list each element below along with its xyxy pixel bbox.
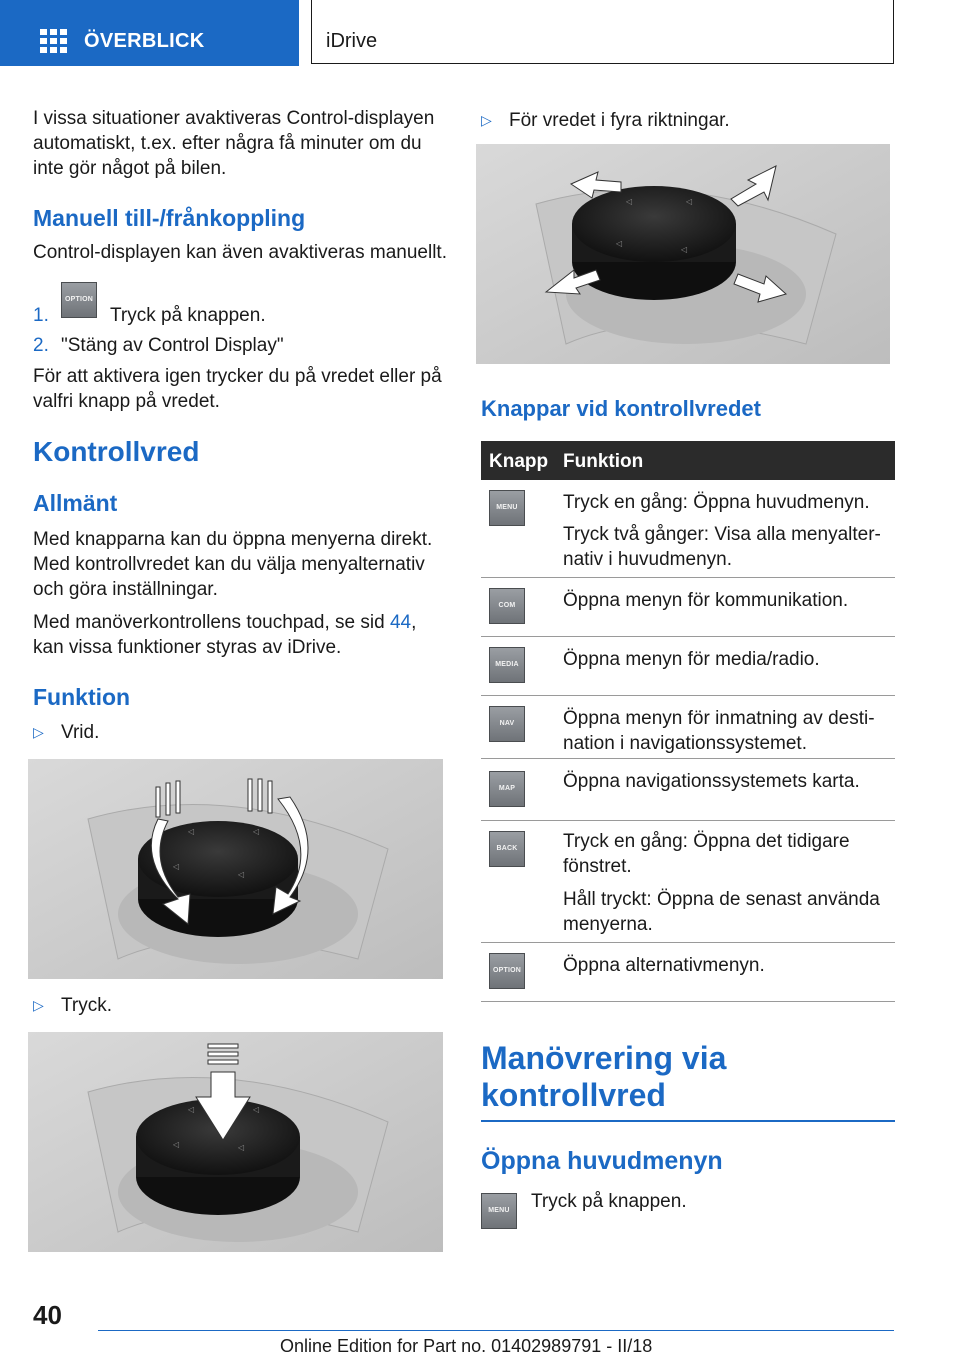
svg-text:◁: ◁	[188, 827, 195, 836]
column-header-function: Funktion	[563, 451, 644, 472]
press-controller-image	[28, 1032, 443, 1252]
edition-text: Online Edition for Part no. 01402989791 - II/18	[280, 1336, 653, 1356]
bullet-rotate: Vrid.	[61, 722, 100, 743]
controller-heading: Kontrollvred	[33, 436, 200, 467]
tilt-controller-image	[476, 144, 890, 364]
function-heading: Funktion	[33, 684, 131, 710]
open-menu-text: Tryck på knappen.	[531, 1191, 687, 1212]
com-button-icon: COM	[489, 588, 525, 624]
row-function-text: Tryck en gång: Öppna huvudmenyn.	[563, 492, 870, 513]
manual-text: Control-displayen kan även avaktiveras manuellt.	[33, 242, 447, 263]
row-function-text: Öppna menyn för inmatning av desti-nation i navigationssystemet.	[563, 708, 875, 754]
chapter-tab-label: iDrive	[326, 30, 378, 52]
row-function-text: Öppna menyn för kommunikation.	[563, 590, 849, 611]
page-number: 40	[33, 1300, 62, 1330]
bullet-triangle-icon: ▷	[33, 724, 44, 740]
heading-divider	[481, 1120, 895, 1122]
bullet-triangle-icon: ▷	[33, 997, 44, 1013]
table-row	[481, 637, 895, 696]
controller-press-illustration	[28, 1032, 443, 1252]
column-header-button: Knapp	[489, 451, 549, 472]
svg-text:◁: ◁	[173, 862, 180, 871]
section-tab[interactable]	[0, 0, 299, 66]
operation-heading-line-2: kontrollvred	[481, 1077, 666, 1113]
nav-button-icon: NAV	[489, 706, 525, 742]
svg-text:◁: ◁	[238, 870, 245, 879]
media-button-icon: MEDIA	[489, 647, 525, 683]
svg-text:◁: ◁	[238, 1143, 245, 1152]
map-button-icon: MAP	[489, 771, 525, 807]
page-link-44[interactable]: 44	[389, 612, 412, 633]
general-text-2	[33, 610, 453, 660]
table-row	[481, 943, 895, 1002]
footer-divider	[98, 1330, 894, 1331]
table-row	[481, 480, 895, 578]
row-function-text: Öppna alternativmenyn.	[563, 955, 765, 976]
option-button-icon: OPTION	[61, 282, 97, 318]
table-row	[481, 821, 895, 943]
svg-text:◁: ◁	[681, 245, 688, 254]
step1-number: 1.	[33, 305, 49, 326]
controller-rotate-illustration	[28, 759, 443, 979]
row-function-text: Tryck en gång: Öppna det tidigare fönstret.	[563, 831, 850, 877]
svg-text:◁: ◁	[626, 197, 633, 206]
svg-text:◁: ◁	[686, 197, 693, 206]
row-function-text: Öppna navigationssystemets karta.	[563, 771, 860, 792]
grid-icon	[40, 29, 68, 53]
open-menu-heading: Öppna huvudmenyn	[481, 1147, 723, 1175]
step1-text: Tryck på knappen.	[110, 305, 266, 326]
general-text-1: Med knapparna kan du öppna menyerna direkt. Med kontrollvredet kan du välja menyalternativ och göra inställningar.	[33, 529, 433, 600]
table-row	[481, 759, 895, 821]
chapter-tab[interactable]	[311, 0, 894, 64]
general-heading: Allmänt	[33, 490, 118, 516]
bullet-triangle-icon: ▷	[481, 112, 492, 128]
step2-number: 2.	[33, 335, 49, 356]
table-header	[481, 441, 895, 480]
row-function-text: Håll tryckt: Öppna de senast använda menyerna.	[563, 889, 880, 935]
activate-text: För att aktivera igen trycker du på vredet eller på valfri knapp på vredet.	[33, 366, 442, 412]
table-row	[481, 578, 895, 637]
step2-text: "Stäng av Control Display"	[61, 335, 284, 356]
buttons-heading: Knappar vid kontrollvredet	[481, 396, 761, 421]
svg-text:◁: ◁	[253, 1105, 260, 1114]
section-tab-label: ÖVERBLICK	[84, 30, 205, 52]
bullet-tilt: För vredet i fyra riktningar.	[509, 110, 730, 131]
controller-tilt-illustration	[476, 144, 890, 364]
menu-button-icon: MENU	[489, 490, 525, 526]
manual-heading: Manuell till-/frånkoppling	[33, 205, 306, 231]
operation-heading-line-1: Manövrering via	[481, 1040, 727, 1076]
svg-text:◁: ◁	[616, 239, 623, 248]
general-text-2b: ,	[411, 612, 417, 633]
option-button-icon: OPTION	[489, 953, 525, 989]
operation-heading	[481, 1040, 726, 1114]
svg-text:◁: ◁	[188, 1105, 195, 1114]
general-text-2c: kan vissa funktioner styras av iDrive.	[33, 637, 342, 658]
back-button-icon: BACK	[489, 831, 525, 867]
rotate-controller-image	[28, 759, 443, 979]
general-text-2a: Med manöverkontrollens touchpad, se sid	[33, 612, 390, 633]
menu-button-icon: MENU	[481, 1193, 517, 1229]
table-row	[481, 696, 895, 759]
row-function-text: Tryck två gånger: Visa alla menyalter-nativ i huvudmenyn.	[563, 524, 881, 570]
top-bar	[0, 0, 960, 66]
bullet-press: Tryck.	[61, 995, 113, 1016]
row-function-text: Öppna menyn för media/radio.	[563, 649, 820, 670]
intro-paragraph: I vissa situationer avaktiveras Control-displayen automatiskt, t.ex. efter några få minuter om du inte gör något på bilen.	[33, 108, 435, 179]
svg-text:◁: ◁	[173, 1140, 180, 1149]
svg-text:◁: ◁	[253, 827, 260, 836]
